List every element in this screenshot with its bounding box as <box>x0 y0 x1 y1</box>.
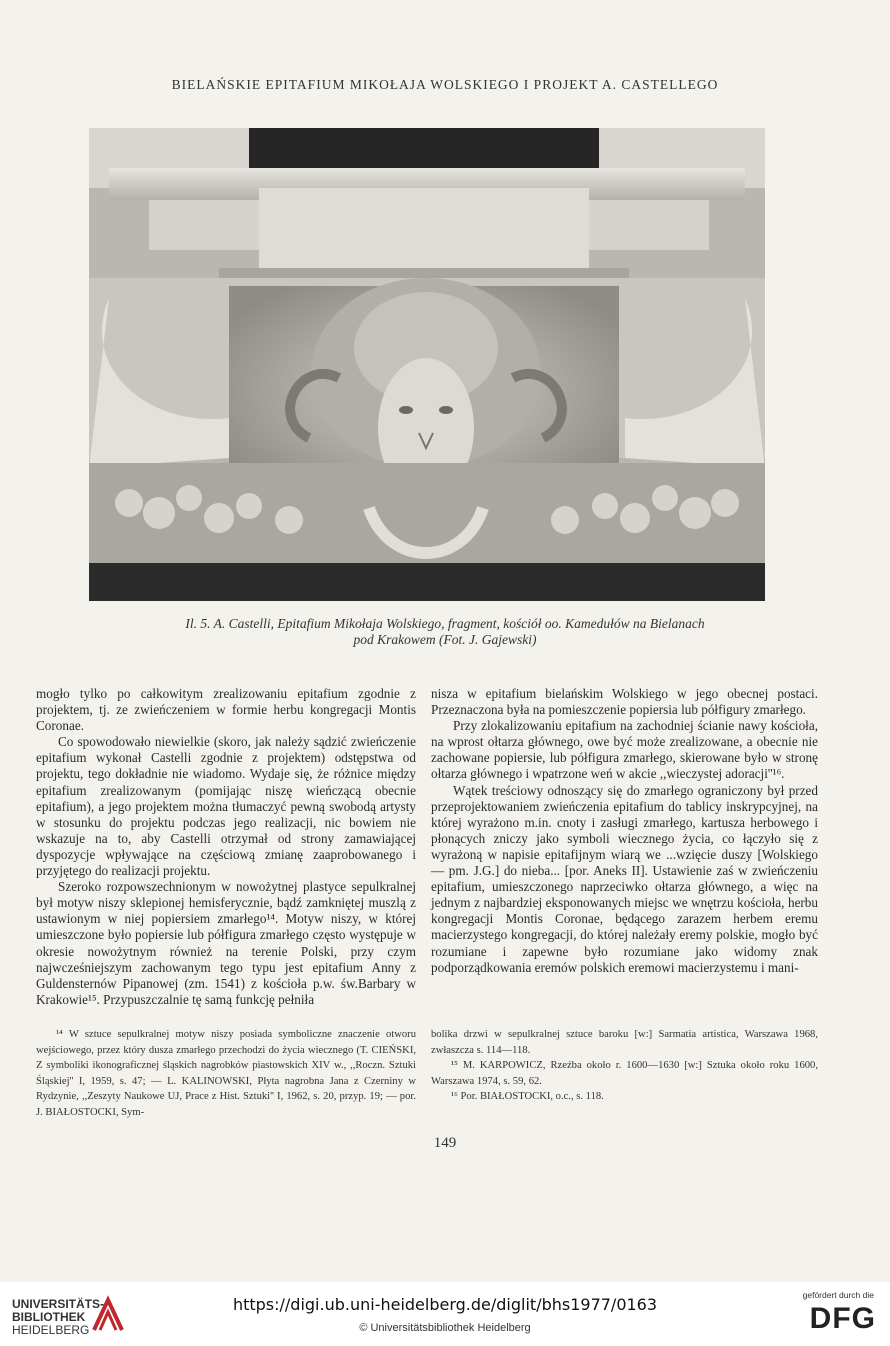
paragraph: Co spowodowało niewielkie (skoro, jak należy sądzić zwieńczenie epitafium wykonał Castelli zgodnie z projektem) odstępstwa od projektu, tego dokładnie nie wiadomo. Wydaje się, że różnice między epitafium zrealizowanym (pomijając niszę wieńczącą obecnie epitafium), a jego projektem można tłumaczyć pewną swobodą artysty w stosunku do projektu podczas jego realizacji, nic bowiem nie wskazuje na to, aby Castelli otrzymał od strony zamawiającej dyspozycje wpływające na częściową zmianę zaaprobowanego i przyjętego do realizacji projektu. <box>36 734 416 879</box>
footnote-14: ¹⁴ W sztuce sepulkralnej motyw niszy posiada symboliczne znaczenie otworu wejściowego, przez który dusza zmarłego przechodzi do życia wiecznego (T. CIEŃSKI, Z symboliki ikonograficznej śląskich nagrobków piastowskich XIV w., ,,Roczn. Sztuki Śląskiej'' I, 1959, s. 47; — L. KALINOWSKI, Płyta nagrobna Jana z Czerniny w Rydzynie, ,,Zeszyty Naukowe UJ, Prace z Hist. Sztuki'' I, 1962, s. 20, przyp. 19; — por. J. BIAŁOSTOCKI, Sym- <box>36 1029 416 1118</box>
caption-line-2: pod Krakowem (Fot. J. Gajewski) <box>353 632 537 647</box>
dfg-funding-note: gefördert durch die <box>802 1290 874 1300</box>
paragraph: mogło tylko po całkowitym zrealizowaniu epitafium zgodnie z projektem, tj. ze zwieńczeniem w formie herbu kongregacji Montis Coronae. <box>36 686 416 734</box>
paragraph: Wątek treściowy odnoszący się do zmarłego ograniczony był przed przeprojektowaniem zwieńczenia epitafium do tablicy inskrypcyjnej, na której wyrażono m.in. cnoty i zasługi zmarłego, kartusza herbowego i płonących zniczy jako symboli wiecznego życia, co łączyło się z wyrażoną w napisie epitafijnym wiarą we ...wzięcie duszy [Wolskiego — pm. J.G.] do nieba... [por. Aneks II]. Ustawienie zaś w zwieńczeniu epitafium, umieszczonego naprzeciwko ołtarza głównego, a więc na jednym z najbardziej eksponowanych miejsc we wnętrzu kościoła, herbu kongregacji Montis Coronae, będącego zarazem herbem eremu macierzystego kongregacji, do której należały eremy polskie, mogło być rozumiane i zapewne było rozumiane jako widomy znak podporządkowania eremów polskich eremowi macierzystemu i mani- <box>431 782 818 975</box>
figure-caption <box>110 616 780 648</box>
library-logo-line-2: BIBLIOTHEK <box>12 1310 86 1324</box>
footnotes-left <box>36 1027 416 1120</box>
footnote-15: ¹⁵ M. KARPOWICZ, Rzeźba około r. 1600—1630 [w:] Sztuka około roku 1600, Warszawa 1974, s. 59, 62. <box>431 1060 818 1087</box>
dfg-logo[interactable]: DFG <box>809 1302 876 1335</box>
paragraph: Szeroko rozpowszechnionym w nowożytnej plastyce sepulkralnej był motyw niszy sklepionej hemisferycznie, bądź zamkniętej muszlą z ustawionym w niej popiersiem zmarłego¹⁴. Motyw niszy, w której umieszczone było popiersie lub półfigura zmarłego często występuje w okresie nowożytnym również na terenie Polski, przy czym najwcześniejszym zachowanym tego typu jest epitafium Anny z Guldensternów Pipanowej (zm. 1541) z kościoła p.w. św.Barbary w Krakowie¹⁵. Przypuszczalnie tę samą funkcję pełniła <box>36 879 416 1007</box>
footnote-16: ¹⁶ Por. BIAŁOSTOCKI, o.c., s. 118. <box>451 1091 604 1102</box>
viewer-footer <box>0 1282 890 1346</box>
library-logo-line-1: UNIVERSITÄTS- <box>12 1297 105 1311</box>
left-column <box>36 686 416 1008</box>
permalink-url[interactable]: https://digi.ub.uni-heidelberg.de/diglit/bhs1977/0163 <box>232 1295 658 1314</box>
right-column <box>431 686 818 976</box>
page-number: 149 <box>433 1135 457 1151</box>
library-logo-line-3: HEIDELBERG <box>12 1323 90 1337</box>
copyright-notice: © Universitätsbibliothek Heidelberg <box>359 1322 531 1334</box>
running-head: BIELAŃSKIE EPITAFIUM MIKOŁAJA WOLSKIEGO I PROJEKT A. CASTELLEGO <box>171 77 719 92</box>
footnotes-right <box>431 1027 818 1105</box>
caption-line-1: Il. 5. A. Castelli, Epitafium Mikołaja Wolskiego, fragment, kościół oo. Kamedułów na Bielanach <box>185 616 705 631</box>
paragraph: Przy zlokalizowaniu epitafium na zachodniej ścianie nawy kościoła, na wprost ołtarza głównego, owe być może zrealizowane, a obecnie nie zachowane popiersie, lub półfigura zmarłego, skierowane było w stronę ołtarza głównego i wpatrzone weń w akcie ,,wieczystej adoracji''¹⁶. <box>431 718 818 782</box>
paragraph: nisza w epitafium bielańskim Wolskiego w jego obecnej postaci. Przeznaczona była na pomieszczenie popiersia lub półfigury zmarłego. <box>431 686 818 718</box>
epitaph-photograph <box>89 128 765 601</box>
footnote-14-continued: bolika drzwi w sepulkralnej sztuce baroku [w:] Sarmatia artistica, Warszawa 1968, zwłaszcza s. 114—118. <box>431 1029 818 1056</box>
